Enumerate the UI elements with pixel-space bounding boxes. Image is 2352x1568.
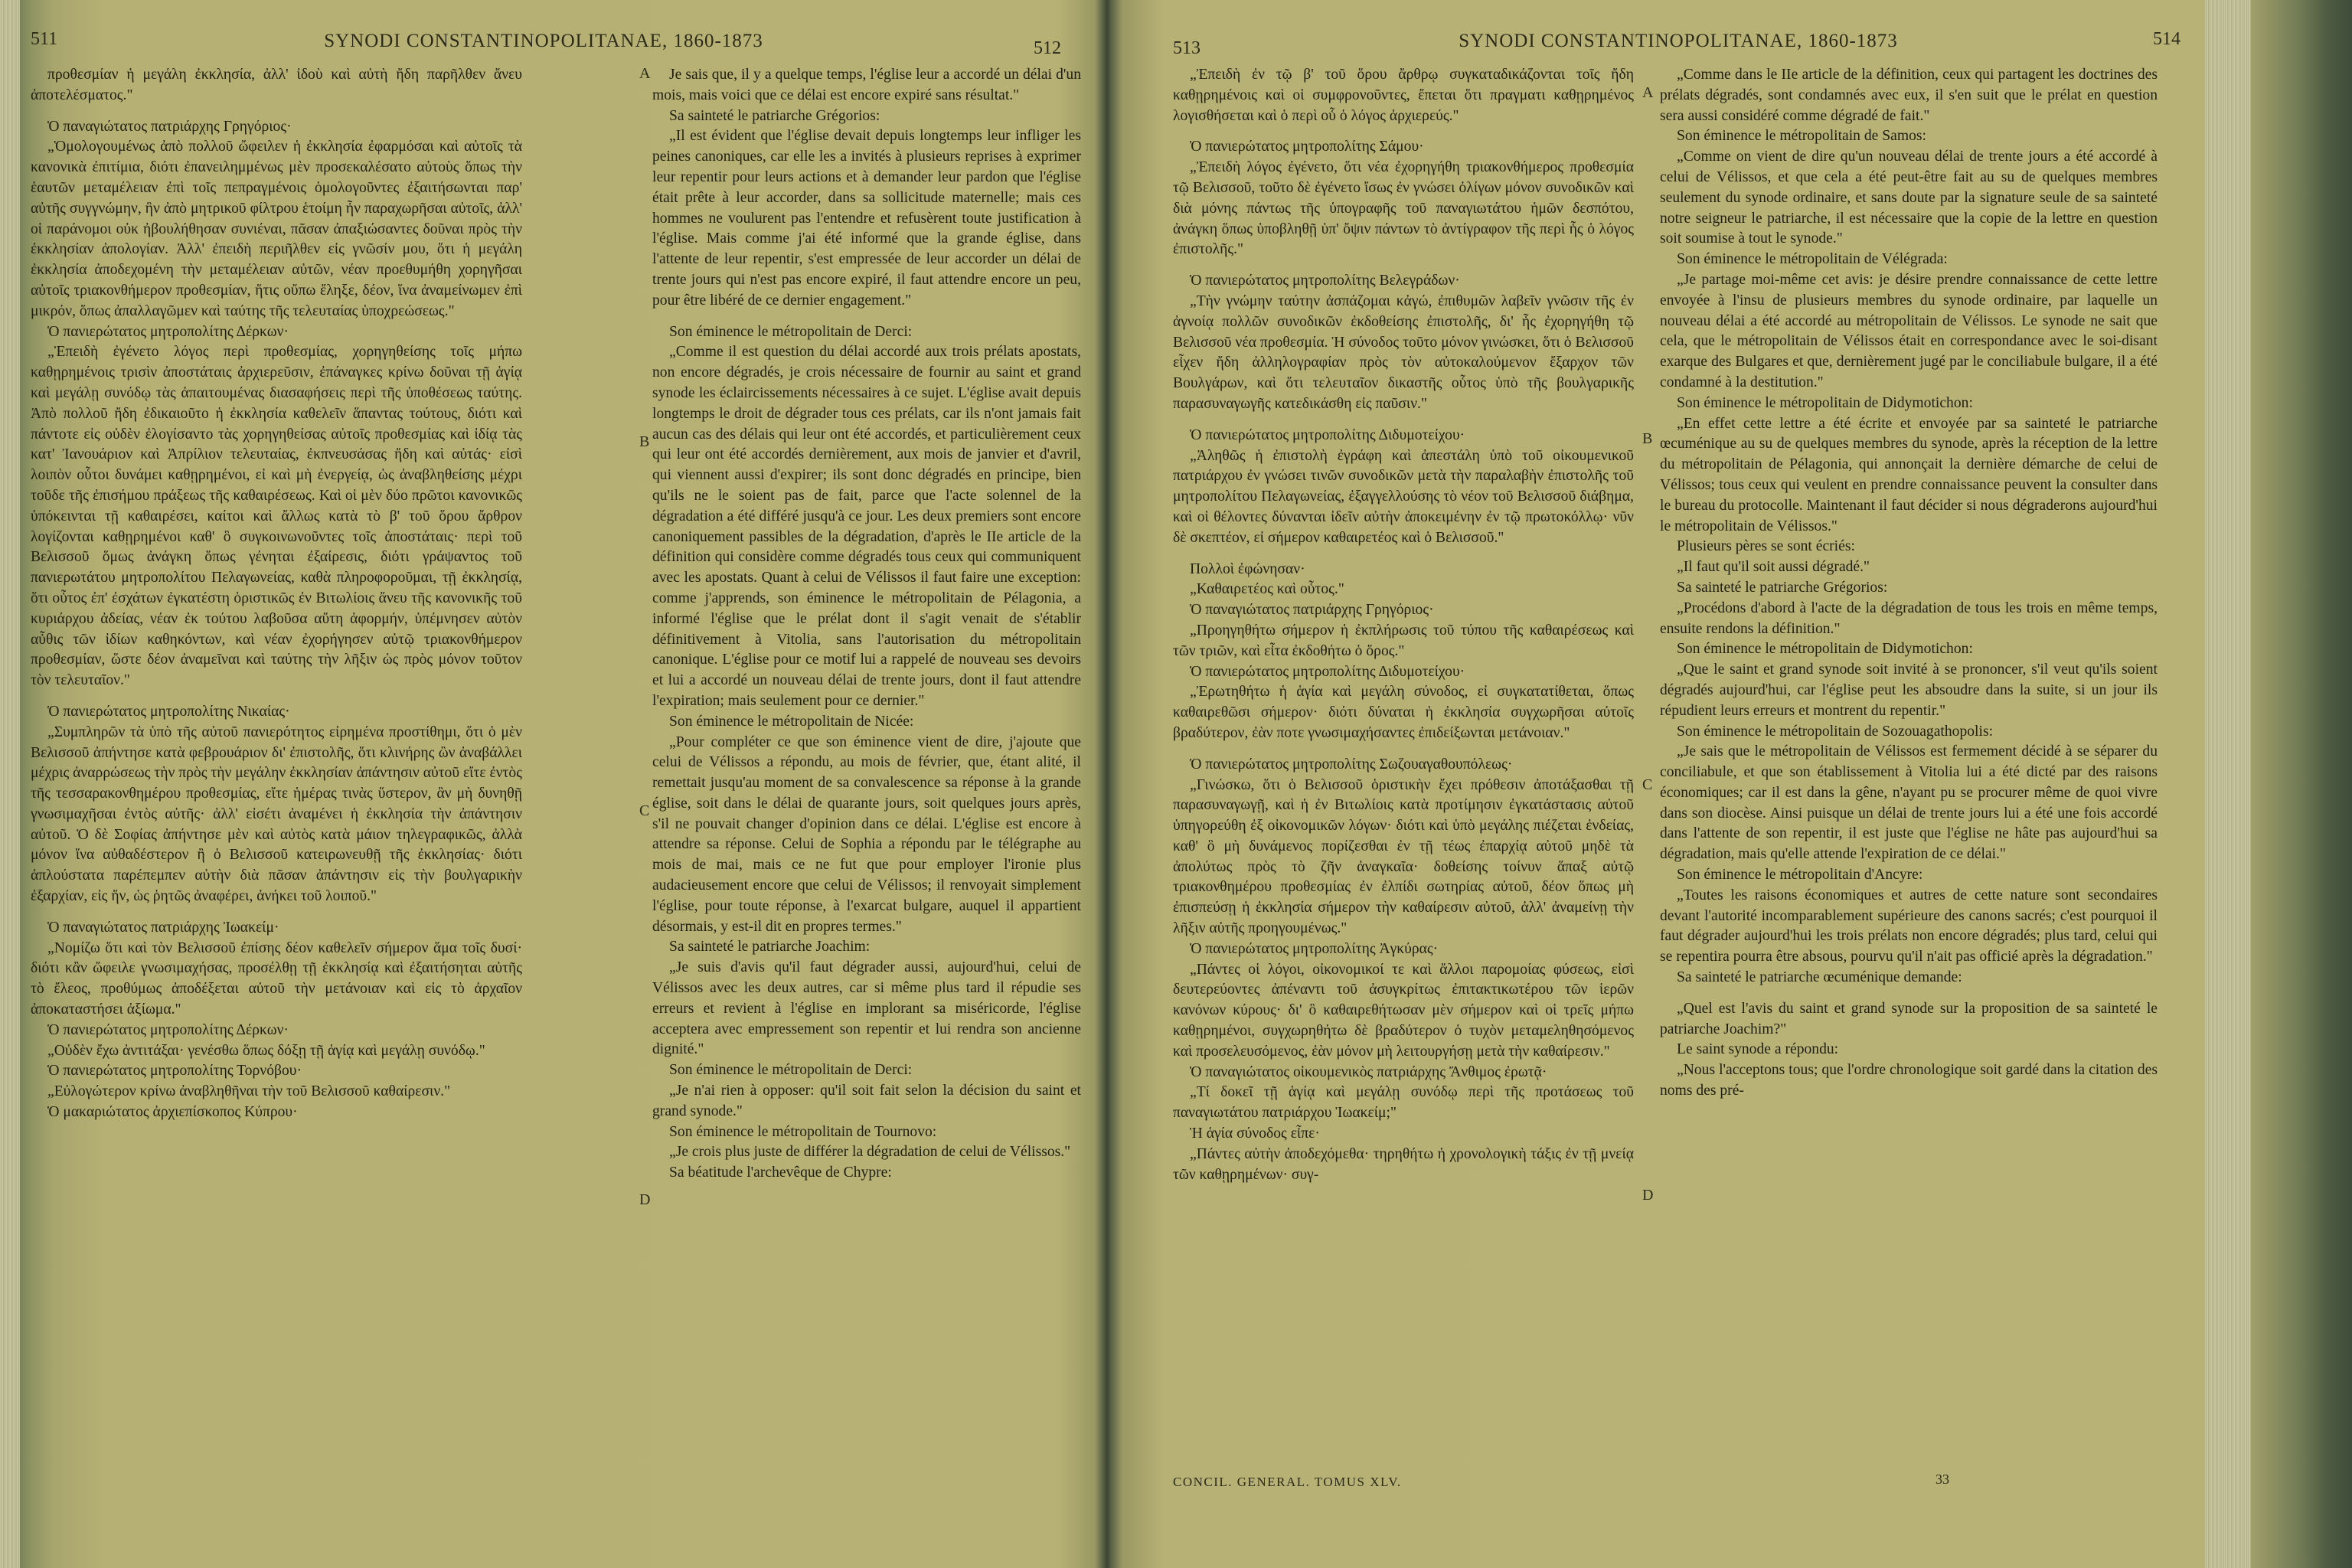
greek-paragraph: Ὁ πανιερώτατος μητροπολίτης Νικαίας· — [47, 703, 290, 720]
greek-paragraph: „Ἐρωτηθήτω ἡ ἁγία καὶ μεγάλη σύνοδος, εἰ συγκατατίθεται, ὅπως καθαιρεθῶσι σήμερον· διότι δύναται ἡ ἐκκλησία συγχωρῆσαι αὐτοῖς βραδύτερον, ἐὰν ποτε γνωσιμαχήσαντες ἐπιδείξωνται μετάνοιαν." — [1173, 684, 1634, 741]
greek-paragraph: „Πάντες οἱ λόγοι, οἰκονομικοί τε καὶ ἄλλοι παρομοίας φύσεως, εἰσὶ δευτερεύοντες ἀπέναντι τοῦ ἀσυγκρίτως ἐπιτακτικωτέρου τῶν ἱερῶν κανόνων κύρους· δι' ὃ καθαιρεθήτωσαν μὲν σήμερον καὶ οἱ τρεῖς μήπω καθῃρημένοι, συγχωρηθήτω δὲ βραδύτερον ὁ τυχὸν μεταμεληθησόμενος καὶ προσελευσόμενος, ἐὰν μόνον μὴ λειτουργήσῃ μετὰ τὴν καθαίρεσιν." — [1173, 961, 1634, 1060]
french-paragraph: Son éminence le métropolitain d'Ancyre: — [1677, 867, 1923, 884]
greek-paragraph: „Συμπληρῶν τὰ ὑπὸ τῆς αὐτοῦ πανιερότητος εἰρημένα προστίθημι, ὅτι ὁ μὲν Βελισσοῦ ἀπήντησε κατὰ φεβρουάριον δι' ἐπιστολῆς, ὅτι κλινήρης ὢν ἀναβάλλει μέχρις ἀναρρώσεως τὴν πρὸς τὴν μεγάλην ἐκκλησίαν ἀπάντησιν αὐτοῦ εἴτε ἐντὸς τῆς τεσσαρακονθημέρου προθεσμίας, εἴτε ἡμέρας τινὰς ὕστερον, ἂν μὴ δυνηθῇ γνωσιμαχῆσαι ἐντὸς αὐτῆς· ἀλλ' εἰσέτι ἀναμένει ἡ ἐκκλησία τὴν ἀπάντησιν αὐτοῦ. Ὁ δὲ Σοφίας ἀπήντησε μὲν καὶ αὐτὸς κατὰ μάιον τηλεγραφικῶς, ἀλλὰ μόνον ἵνα αὐθαδέστερον ἢ ὁ Βελισσοῦ κατειρωνευθῇ τῆς ἐκκλησίας· διότι ἀπλούστατα παρέπεμπεν αὐτὴν διὰ πᾶσαν ἀπάντησιν εἰς τὴν βουλγαρικὴν ἐξαρχίαν, εἰς ἥν, ὡς ῥητῶς ἀναφέρει, ἀνήκει τοῦ λοιποῦ." — [31, 724, 522, 905]
french-paragraph: Son éminence le métropolitain de Nicée: — [669, 713, 914, 730]
french-paragraph: „En effet cette lettre a été écrite et envoyée par sa sainteté le patriarche œcuménique au su de quelques membres du synode, après la réception de la lettre du métropolitain de Pélagonia, qui annonçait la dernière démarche de celui de Vélissos; tous ceux qui veulent en prendre connaissance peuvent la consulter dans le bureau du protocolle. Maintenant il faut décider si nous dégraderons aujourd'hui le métropolitain de Vélissos." — [1660, 415, 2158, 534]
margin-mark-c: C — [639, 802, 650, 819]
greek-paragraph: „Οὐδὲν ἔχω ἀντιτάξαι· γενέσθω ὅπως δόξῃ τῇ ἁγίᾳ καὶ μεγάλῃ συνόδῳ." — [47, 1042, 485, 1059]
greek-paragraph: „Ἐπειδὴ ἐν τῷ β' τοῦ ὅρου ἄρθρῳ συγκαταδικάζονται τοῖς ἤδη καθῃρημένοις καὶ οἱ συμφρονοῦντες, ἔπεται ὅτι πραγματι καθῃρημένος λογισθήσεται καὶ ὁ περὶ οὗ ὁ λόγος ἀρχιερεύς." — [1173, 67, 1634, 124]
greek-paragraph: Ἡ ἁγία σύνοδος εἶπε· — [1190, 1125, 1320, 1142]
greek-paragraph: „Τί δοκεῖ τῇ ἁγίᾳ καὶ μεγάλῃ συνόδῳ περὶ τῆς προτάσεως τοῦ παναγιωτάτου πατριάρχου Ἰωακείμ;" — [1173, 1084, 1634, 1122]
french-paragraph: Plusieurs pères se sont écriés: — [1677, 538, 1855, 555]
greek-column — [31, 65, 522, 1123]
greek-paragraph: „Εὐλογώτερον κρίνω ἀναβληθῆναι τὴν τοῦ Βελισσοῦ καθαίρεσιν." — [47, 1083, 451, 1100]
french-column — [1660, 65, 2158, 1102]
greek-paragraph: „Ἀληθῶς ἡ ἐπιστολὴ ἐγράφη καὶ ἀπεστάλη ὑπὸ τοῦ οἰκουμενικοῦ πατριάρχου ἐν γνώσει τινῶν συνοδικῶν μετὰ τὴν παραλαβὴν ἐπιστολῆς τοῦ μητροπολίτου Πελαγωνείας, ἐξαγγελλούσης τὸ νέον τοῦ Βελισσοῦ διάβημα, καὶ οἱ θέλοντες δύνανται ἰδεῖν αὐτὴν ἀποκειμένην ἐν τῷ πρωτοκόλλῳ· νῦν δὲ σκεπτέον, εἰ σήμερον καθαιρετέος καὶ ὁ Βελισσοῦ." — [1173, 447, 1634, 546]
french-paragraph: Son éminence le métropolitain de Vélégrada: — [1677, 251, 1948, 268]
french-paragraph: Son éminence le métropolitain de Derci: — [669, 323, 913, 340]
french-paragraph: Son éminence le métropolitain de Derci: — [669, 1062, 913, 1079]
french-paragraph: „Pour compléter ce que son éminence vient de dire, j'ajoute que celui de Vélissos a répondu, au mois de février, que, étant alité, il remettait jusqu'au moment de sa convalescence sa réponse à la grande église, soit dans le délai de quarante jours, soit quelques jours après, s'il ne pouvait changer d'opinion dans ce délai. L'église est encore à attendre sa réponse. Celui de Sophia a répondu par le télégraphe au mois de mai, mais ce ne fut que pour employer l'ironie plus audacieusement encore que celui de Vélissos; il renvoyait simplement l'église, pour toute réponse, à l'exarcat bulgare, auquel il appartient désormais, y est-il dit en propres termes." — [652, 733, 1081, 935]
greek-paragraph: „Πάντες αὐτὴν ἀποδεχόμεθα· τηρηθήτω ἡ χρονολογικὴ τάξις ἐν τῇ μνείᾳ τῶν καθῃρημένων· συγ- — [1173, 1145, 1634, 1183]
page-number-outer: 514 — [2153, 29, 2180, 49]
header-title: SYNODI CONSTANTINOPOLITANAE, 1860-1873 — [1459, 31, 1898, 51]
french-paragraph: „Je partage moi-même cet avis: je désire prendre connaissance de cette lettre envoyée à l'insu de plusieurs membres du synode ordinaire, par laquelle un nouveau délai a été accordé au métropolitain de Vélissos. Le synode ne sait que cela, que le métropolitain de Vélissos était en correspondance avec le soi-disant exarque des Bulgares et que, dernièrement jugé par le conciliabule bulgare, il a été condamné à la destitution." — [1660, 271, 2158, 390]
greek-paragraph: Ὁ πανιερώτατος μητροπολίτης Σωζουαγαθουπόλεως· — [1190, 756, 1513, 773]
french-paragraph: „Je sais que le métropolitain de Vélissos est fermement décidé à se séparer du conciliabule, et que son établissement à Vitolia lui a été dicté par des raisons économiques; car il est dans la gêne, n'ayant pu se procurer même de quoi vivre dans son diocèse. Ainsi puisque un délai de trente jours lui a été une fois accordé dans l'attente de son repentir, il est juste que l'église ne hâte pas aujourd'hui sa dégradation, mais qu'elle attende l'expiration de ce délai." — [1660, 743, 2158, 863]
french-paragraph: Son éminence le métropolitain de Didymotichon: — [1677, 394, 1973, 411]
greek-paragraph: „Καθαιρετέος καὶ οὗτος." — [1190, 581, 1344, 598]
greek-paragraph: „Προηγηθήτω σήμερον ἡ ἐκπλήρωσις τοῦ τύπου τῆς καθαιρέσεως καὶ τῶν τριῶν, καὶ εἶτα ἐκδοθήτω ὁ ὅρος." — [1173, 622, 1634, 659]
greek-paragraph: Ὁ πανιερώτατος μητροπολίτης Διδυμοτείχου· — [1190, 426, 1465, 443]
french-paragraph: Sa sainteté le patriarche Joachim: — [669, 939, 871, 956]
running-head-left — [31, 21, 1102, 60]
greek-paragraph: Ὁ πανιερώτατος μητροπολίτης Δέρκων· — [47, 1021, 289, 1038]
french-paragraph: Son éminence le métropolitain de Sozouagathopolis: — [1677, 723, 1994, 740]
signature-mark: 33 — [1936, 1472, 1949, 1487]
margin-mark-d: D — [639, 1191, 651, 1208]
french-paragraph: Sa sainteté le patriarche œcuménique demande: — [1677, 969, 1962, 986]
french-paragraph: Son éminence le métropolitain de Samos: — [1677, 128, 1926, 145]
greek-paragraph: Ὁ παναγιώτατος πατριάρχης Γρηγόριος· — [1190, 602, 1434, 619]
greek-paragraph: Πολλοὶ ἐφώνησαν· — [1190, 560, 1305, 577]
french-paragraph: Le saint synode a répondu: — [1677, 1041, 1839, 1058]
greek-paragraph: Ὁ πανιερώτατος μητροπολίτης Βελεγράδων· — [1190, 273, 1460, 289]
french-paragraph: „Comme on vient de dire qu'un nouveau délai de trente jours a été accordé à celui de Vélissos, et que cela a été peut-être fait au su de quelques membres seulement du synode ordinaire, et sans doute par la signature seule de sa sainteté notre seigneur le patriarche, il est nécessaire que la copie de la lettre en question soit soumise à tout le synode." — [1660, 149, 2158, 247]
greek-paragraph: „Τὴν γνώμην ταύτην ἀσπάζομαι κἀγώ, ἐπιθυμῶν λαβεῖν γνῶσιν τῆς ἐν ἀγνοίᾳ πολλῶν συνοδικῶν ἐκδοθείσης ἐπιστολῆς, δι' ἧς ἐχορηγήθη τῷ Βελισσοῦ νέα προθεσμία. Ἡ σύνοδος τοῦτο μόνον γινώσκει, ὅτι ὁ Βελισσοῦ εἶχεν ἤδη ἀλληλογραφίαν πρὸς τὸν αὐτοκαλούμενον ἔξαρχον τῶν Βουλγάρων, καὶ ὅτι τελευταῖον δικαστῆς οὗτος ὑπὸ τῆς βουλγαρικῆς παρασυναγωγῆς κατεδικάσθη εἰς παῦσιν." — [1173, 292, 1634, 412]
margin-mark-c: C — [1642, 776, 1653, 793]
greek-paragraph: Ὁ πανιερώτατος μητροπολίτης Τορνόβου· — [47, 1063, 302, 1080]
page-number-outer: 511 — [31, 29, 58, 49]
margin-mark-a: A — [1642, 84, 1654, 101]
greek-column — [1173, 65, 1634, 1185]
french-paragraph: Son éminence le métropolitain de Tournovo: — [669, 1123, 937, 1140]
greek-paragraph: Ὁ μακαριώτατος ἀρχιεπίσκοπος Κύπρου· — [47, 1104, 298, 1121]
french-paragraph: „Comme dans le IIe article de la définition, ceux qui partagent les doctrines des prélats dégradés, sont condamnés avec eux, il s'en suit que le prélat en question sera aussi considéré comme dégradé de fait." — [1660, 67, 2158, 124]
greek-paragraph: Ὁ πανιερώτατος μητροπολίτης Ἀγκύρας· — [1190, 940, 1439, 957]
french-paragraph: Sa béatitude l'archevêque de Chypre: — [669, 1165, 892, 1181]
greek-paragraph: Ὁ παναγιώτατος πατριάρχης Γρηγόριος· — [47, 118, 292, 135]
margin-mark-b: B — [639, 433, 650, 450]
left-page-edge — [0, 0, 20, 1568]
french-paragraph: „Comme il est question du délai accordé aux trois prélats apostats, non encore dégradés, je crois nécessaire de fournir au saint et grand synode les éclaircissements nécessaires à ce sujet. L'église avait depuis longtemps le droit de dégrader tous ces prélats, car ils n'ont jamais fait aucun cas des délais qui leur ont été accordés, et particulièrement ceux qui leur ont été accordés dernièrement, aux mois de janvier et d'avril, qui viennent aussi d'expirer; ils sont donc dégradés en principe, bien qu'ils ne le soient pas de fait, parce que l'acte solennel de la dégradation a été différé jusqu'à ce jour. Les deux premiers sont encore canoniquement passibles de la dégradation, d'après le IIe article de la définition qui considère comme dégradés tous ceux qui communiquent avec les apostats. Quant à celui de Vélissos il faut faire une exception: comme j'apprends, son éminence le métropolitain de Pélagonia, a informé l'église que le prélat dont il s'agit venait de s'établir définitivement à Vitolia, sans l'autorisation du métropolitain canonique. L'église pour ce motif lui a rappelé de nouveau ses devoirs et lui a accordé un nouveau délai de trente jours, dont il faut attendre l'expiration; mais seulement pour ce dernier." — [652, 344, 1081, 709]
margin-mark-a: A — [639, 65, 651, 82]
header-title: SYNODI CONSTANTINOPOLITANAE, 1860-1873 — [324, 31, 763, 51]
french-paragraph: „Quel est l'avis du saint et grand synode sur la proposition de sa sainteté le patriarche Joachim?" — [1660, 1000, 2158, 1037]
margin-mark-b: B — [1642, 430, 1653, 447]
french-paragraph: „Je suis d'avis qu'il faut dégrader aussi, aujourd'hui, celui de Vélissos avec les deux autres, car si même plus tard il répudie ses erreurs et revient à l'église en implorant sa miséricorde, l'église acceptera avec empressement son repentir et lui rendra son ancienne dignité." — [652, 959, 1081, 1058]
french-paragraph: „Je crois plus juste de différer la dégradation de celui de Vélissos." — [669, 1144, 1071, 1161]
greek-paragraph: „Ἐπειδὴ λόγος ἐγένετο, ὅτι νέα ἐχορηγήθη τριακονθήμερος προθεσμία τῷ Βελισσοῦ, τοῦτο δὲ ἐγένετο ἴσως ἐν γνώσει ὀλίγων μόνον συνοδικῶν καὶ διὰ μόνης πάντως τῆς ὑπογραφῆς τοῦ παναγιωτάτου ἡμῶν δεσπότου, ἀνάγκη ὅπως ὑποβληθῇ ὑπ' ὄψιν πάντων τὸ ἀντίγραφον τῆς περὶ ἧς ὁ λόγος ἐπιστολῆς." — [1173, 159, 1634, 258]
greek-paragraph: Ὁ πανιερώτατος μητροπολίτης Διδυμοτείχου· — [1190, 663, 1465, 680]
volume-footer: CONCIL. GENERAL. TOMUS XLV. — [1173, 1475, 1402, 1489]
french-paragraph: „Nous l'acceptons tous; que l'ordre chronologique soit gardé dans la citation des noms des pré- — [1660, 1062, 2158, 1099]
greek-paragraph: „Ὁμολογουμένως ἀπὸ πολλοῦ ὤφειλεν ἡ ἐκκλησία ἐφαρμόσαι καὶ αὐτοῖς τὰ κανονικὰ ἐπιτίμια, διότι ἐπανειλημμένως μὲν προσεκαλέσατο αὐτοὺς ὅπως τὴν ἑαυτῶν μεταμέλειαν ἐπὶ τοῖς πεπραγμένοις ὁμολογοῦντες ἐξαιτήσωνται παρ' αὐτῆς συγγνώμην, ἣν ἀπὸ μητρικοῦ φίλτρου ἑτοίμη ἦν παραχωρῆσαι αὐτοῖς, ἀλλ' οἱ παράνομοι οὐκ ἠβουλήθησαν συνιέναι, πᾶσαν ἀπαξιώσαντες δοῦναι πρὸς τὴν ἐκκλησίαν ἀπολογίαν. Ἀλλ' ἐπειδὴ περιῆλθεν εἰς γνῶσίν μου, ὅτι ἡ μεγάλη ἐκκλησία ἀποδεχομένη τὴν μεταμέλειαν αὐτῶν, νέαν προεθυμήθη χορηγῆσαι αὐτοῖς τριακονθήμερον προθεσμίαν, ἥτις οὔπω ἔληξε, δέον, ἵνα ἀναμείνωμεν ἐπὶ μικρόν, ὅπως ἀπαλλαγῶμεν καὶ ταύτης τῆς τελευταίας ὑποχρεώσεως." — [31, 139, 522, 319]
french-paragraph: Sa sainteté le patriarche Grégorios: — [1677, 579, 1888, 596]
french-paragraph: „Je n'ai rien à opposer: qu'il soit fait selon la décision du saint et grand synode." — [652, 1083, 1081, 1119]
right-page-edge — [2205, 0, 2251, 1568]
greek-paragraph: προθεσμίαν ἡ μεγάλη ἐκκλησία, ἀλλ' ἰδοὺ καὶ αὐτὴ ἤδη παρῆλθεν ἄνευ ἀποτελέσματος." — [31, 67, 522, 103]
greek-paragraph: „Νομίζω ὅτι καὶ τὸν Βελισσοῦ ἐπίσης δέον καθελεῖν σήμερον ἅμα τοῖς δυσί· διότι κἂν ὤφειλε γνωσιμαχήσας, προσέλθῃ τῇ ἐκκλησίᾳ καὶ ἐξαιτήσηται αὐτῆς τὸ ἔλεος, προθύμως ἀποδέξεται αὐτοῦ τὴν μετάνοιαν καὶ εἰς τὸ ἀρχαῖον ἀποκαταστήσει ἀξίωμα." — [31, 939, 522, 1018]
greek-paragraph: Ὁ παναγιώτατος οἰκουμενικὸς πατριάρχης Ἄνθιμος ἐρωτᾷ· — [1190, 1063, 1547, 1080]
greek-paragraph: Ὁ πανιερώτατος μητροπολίτης Δέρκων· — [47, 323, 289, 340]
left-page — [31, 0, 1102, 1568]
french-paragraph: „Toutes les raisons économiques et autres de cette nature sont secondaires devant l'autorité incomparablement supérieure des canons sacrés; c'est pourquoi il faut dégrader aujourd'hui les trois prélats non encore dégradés; plus tard, celui qui se repentira pourra être absous, pourvu qu'il n'ait pas officié après la dégradation." — [1660, 887, 2158, 965]
page-number-inner: 513 — [1173, 38, 1200, 58]
right-page — [1142, 0, 2184, 1568]
french-paragraph: Sa sainteté le patriarche Grégorios: — [669, 107, 880, 124]
margin-mark-d: D — [1642, 1187, 1654, 1204]
greek-paragraph: „Ἐπειδὴ ἐγένετο λόγος περὶ προθεσμίας, χορηγηθείσης τοῖς μήπω καθῃρημένοις τρισὶν ἀποστάταις ἀρχιερεῦσιν, ἐπάναγκες κρίνω δοῦναι τῇ ἁγίᾳ καὶ μεγάλῃ συνόδῳ τὰς ἀπαιτουμένας διασαφήσεις περὶ τῆς ὑποθέσεως ταύτης. Ἀπὸ πολλοῦ ἤδη ἐδικαιοῦτο ἡ ἐκκλησία καθελεῖν ἅπαντας τούτους, διότι καὶ πάντοτε εἰς οὐδὲν ἐλογίσαντο τὰς χορηγηθείσας αὐτοῖς προθεσμίας καὶ ἰδίᾳ τὰς κατ' Ἰανουάριον καὶ Ἀπρίλιον τελευταίας, ἐκπνευσάσας ἤδη καὶ αὐτάς· εἰσὶ λοιπὸν οὗτοι δυνάμει καθῃρημένοι, εἰ καὶ μὴ ἐνεργείᾳ, ὡς ἀναβληθείσης μέχρι τοῦδε τῆς ἐπισήμου πράξεως τῆς καθαιρέσεως. Καὶ οἱ μὲν δύο πρῶτοι κανονικῶς ὑπόκεινται τῇ καθαιρέσει, καίτοι καὶ ἄλλως κατὰ τὸ β' τοῦ ὅρου ἄρθρον λογίζονται καθῃρημένοι καθ' ὃ συγκοινωνοῦντες τοῖς ἀποστάταις· περὶ τοῦ Βελισσοῦ ὅμως ἀνάγκη ὅπως γένηται ἐξαίρεσις, διότι γράψαντος τοῦ πανιερωτάτου μητροπολίτου Πελαγωνείας, καθὰ πληροφοροῦμαι, τῇ ἐκκλησίᾳ, ὅτι οὗτος ἐπ' ἐσχάτων ἐγκατέστη ὁριστικῶς ἐν Βιτωλίοις ἄνευ τῆς κανονικῆς τοῦ κυριάρχου ἀδείας, νέαν ἐκ τούτου λαβοῦσα αὕτη ἀφορμήν, ὑπέμνησεν αὐτὸν αὖθις τῶν ἰδίων καθηκόντων, καὶ νέαν ἐχορήγησεν αὐτῷ τριακονθήμερον προθεσμίαν, ὥστε δέον ἀναμεῖναι καὶ ταύτης τὴν λῆξιν ὡς πρὸς μόνον τοῦτον τὸν τελευταῖον." — [31, 344, 522, 689]
french-paragraph: „Procédons d'abord à l'acte de la dégradation de tous les trois en même temps, ensuite rendons la définition." — [1660, 599, 2158, 637]
french-paragraph: „Que le saint et grand synode soit invité à se prononcer, s'il veut qu'ils soient dégradés aujourd'hui, car l'église peut les absoudre dans la suite, si un jour ils répudient leurs erreurs et montrent du repentir." — [1660, 662, 2158, 719]
running-head-right — [1142, 21, 2184, 60]
page-number-inner: 512 — [1034, 38, 1061, 58]
french-column — [652, 65, 1081, 1184]
greek-paragraph: Ὁ παναγιώτατος πατριάρχης Ἰωακείμ· — [47, 919, 279, 936]
french-paragraph: Je sais que, il y a quelque temps, l'église leur a accordé un délai d'un mois, mais voici que ce délai est encore expiré sans résultat." — [652, 67, 1081, 103]
greek-paragraph: Ὁ πανιερώτατος μητροπολίτης Σάμου· — [1190, 139, 1424, 155]
french-paragraph: „Il faut qu'il soit aussi dégradé." — [1677, 559, 1870, 576]
french-paragraph: „Il est évident que l'église devait depuis longtemps leur infliger les peines canoniques, car elle les a invités à plusieurs reprises à exprimer leur repentir pour leurs actions et à demander leur pardon que l'église était prête à leur accorder, dans sa sollicitude maternelle; mais ces hommes ne voulurent pas l'entendre et refusèrent toute justification à l'église. Mais comme j'ai été informé que la grande église, dans l'attente de leur repentir, s'est empressée de leur accorder un délai de trente jours qui n'est pas encore expiré, il faut attendre encore un peu, pour être libéré de ce dernier engagement." — [652, 128, 1081, 309]
french-paragraph: Son éminence le métropolitain de Didymotichon: — [1677, 641, 1973, 658]
greek-paragraph: „Γινώσκω, ὅτι ὁ Βελισσοῦ ὁριστικὴν ἔχει πρόθεσιν ἀποτάξασθαι τῇ παρασυναγωγῇ, καὶ ἡ ἐν Βιτωλίοις κατὰ προτίμησιν ἐγκατάστασις αὐτοῦ ὑπηγορεύθη ἐξ οἰκονομικῶν λόγων· διότι καὶ ὑπὸ μεγάλης πιέζεται ἐνδείας, καθ' ὃ μὴ δυνάμενος πορίζεσθαι ἐν τῇ τέως ἐπαρχίᾳ αὐτοῦ μηδὲ τὰ ἀπολύτως πρὸς τὸ ζῆν ἀναγκαῖα· δοθείσης τοίνυν ἅπαξ αὐτῷ τριακονθημέρου προθεσμίας ἐν ἐλπίδι σωτηρίας αὐτοῦ, δέον ὅπως μὴ ἐπισπεύσῃ ἡ ἐκκλησία σήμερον τὴν καθαίρεσιν αὐτοῦ, ἀλλ' ἀναμείνῃ τὴν λῆξιν αὐτῆς προηγουμένως." — [1173, 776, 1634, 937]
